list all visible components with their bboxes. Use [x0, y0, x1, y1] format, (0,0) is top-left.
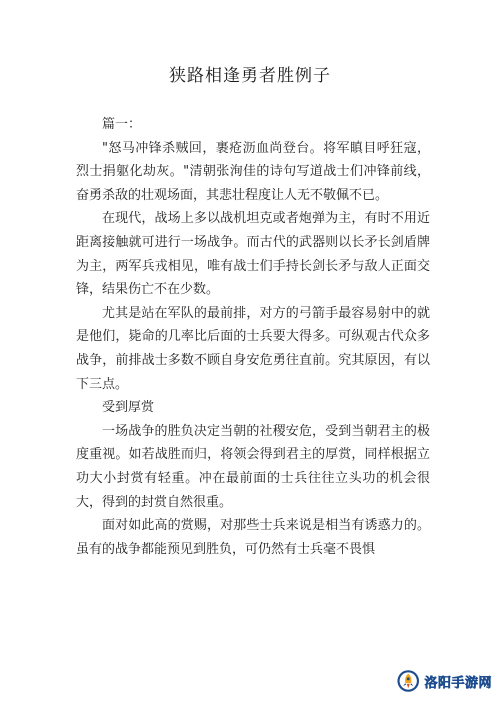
rocket-badge-icon	[396, 664, 420, 698]
paragraph: "怒马冲锋杀贼回，裹疮沥血尚登台。将军瞋目呼狂寇，烈士捐躯化劫灰。"清朝张洵佳的诗句写道战士们冲锋前线，奋勇杀敌的壮观场面，其悲壮程度让人无不敬佩不已。	[76, 140, 430, 203]
subheading: 受到厚赏	[102, 400, 155, 416]
document-title: 狭路相逢勇者胜例子	[169, 66, 331, 86]
paragraph: 在现代，战场上多以战机坦克或者炮弹为主，有时不用近距离接触就可进行一场战争。而古代的武器则以长矛长剑盾牌为主，两军兵戎相见，唯有战士们手持长剑长矛与敌人正面交锋，结果伤亡不在少数。	[76, 211, 430, 298]
site-watermark	[396, 661, 492, 701]
paragraph: 尤其是站在军队的最前排，对方的弓箭手最容易射中的就是他们，毙命的几率比后面的士兵要大得多。可纵观古代众多战争，前排战士多数不顾自身安危勇往直前。究其原因，有以下三点。	[76, 305, 430, 392]
paragraph: 面对如此高的赏赐，对那些士兵来说是相当有诱惑力的。虽有的战争都能预见到胜负，可仍然有士兵毫不畏惧	[76, 518, 430, 557]
document-body	[76, 113, 430, 561]
section-heading: 篇一：	[102, 117, 142, 132]
paragraph: 一场战争的胜负决定当朝的社稷安危，受到当朝君主的极度重视。如若战胜而归，将领会得到君主的厚赏，同样根据立功大小封赏有轻重。冲在最前面的士兵往往立头功的机会很大，得到的封赏自然很重。	[76, 423, 430, 510]
watermark-text: 洛阳手游网	[424, 675, 492, 691]
